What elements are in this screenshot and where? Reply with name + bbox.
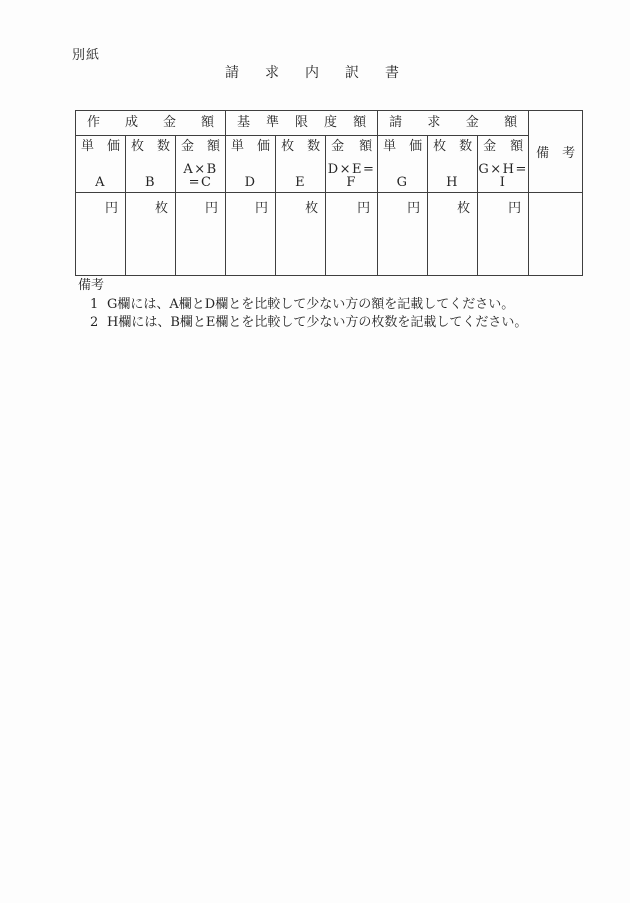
unit-label: 枚 bbox=[305, 201, 319, 216]
footnote-2-number: 2 bbox=[90, 315, 99, 330]
column-header-sheets-h: 枚 数 H bbox=[428, 136, 478, 193]
footnote-1-text: G欄には、A欄とD欄とを比較して少ない方の額を記載してください。 bbox=[107, 296, 515, 312]
unit-label: 円 bbox=[205, 201, 219, 216]
column-header-amount-c: 金 額 A×B =C bbox=[176, 136, 226, 193]
column-header-unit-price-d: 単 価 D bbox=[226, 136, 276, 193]
table-entry-row bbox=[76, 193, 583, 276]
entry-cell-g[interactable] bbox=[378, 193, 428, 276]
entry-cell-c[interactable] bbox=[176, 193, 226, 276]
remarks-column-header: 備 考 bbox=[529, 111, 583, 193]
billing-breakdown-table bbox=[75, 110, 583, 276]
entry-cell-d[interactable] bbox=[226, 193, 276, 276]
table-column-header-row bbox=[76, 136, 583, 193]
group-header-billed-amount: 請 求 金 額 bbox=[378, 111, 529, 136]
entry-cell-a[interactable] bbox=[76, 193, 126, 276]
column-header-amount-i: 金 額 G×H= I bbox=[478, 136, 529, 193]
column-header-sheets-e: 枚 数 E bbox=[276, 136, 326, 193]
entry-cell-i[interactable] bbox=[478, 193, 529, 276]
column-header-unit-price-a: 単 価 A bbox=[76, 136, 126, 193]
unit-label: 円 bbox=[255, 201, 269, 216]
group-header-standard-limit: 基 準 限 度 額 bbox=[226, 111, 378, 136]
footnote-1 bbox=[90, 296, 527, 315]
entry-cell-f[interactable] bbox=[326, 193, 378, 276]
group-header-created-amount: 作 成 金 額 bbox=[76, 111, 226, 136]
unit-label: 円 bbox=[508, 201, 522, 216]
column-header-sheets-b: 枚 数 B bbox=[126, 136, 176, 193]
unit-label: 枚 bbox=[457, 201, 471, 216]
column-header-amount-f: 金 額 D×E= F bbox=[326, 136, 378, 193]
unit-label: 枚 bbox=[155, 201, 169, 216]
unit-label: 円 bbox=[105, 201, 119, 216]
attachment-label: 別紙 bbox=[72, 48, 101, 63]
unit-label: 円 bbox=[407, 201, 421, 216]
unit-label: 円 bbox=[357, 201, 371, 216]
entry-cell-b[interactable] bbox=[126, 193, 176, 276]
footnote-2 bbox=[90, 314, 527, 333]
footnote-1-number: 1 bbox=[90, 296, 99, 312]
footnotes-heading: 備考 bbox=[78, 278, 105, 293]
entry-cell-remarks[interactable] bbox=[529, 193, 583, 276]
column-header-unit-price-g: 単 価 G bbox=[378, 136, 428, 193]
footnote-2-text: H欄には、B欄とE欄とを比較して少ない方の枚数を記載してください。 bbox=[107, 315, 528, 330]
entry-cell-e[interactable] bbox=[276, 193, 326, 276]
footnotes bbox=[78, 277, 527, 333]
entry-cell-h[interactable] bbox=[428, 193, 478, 276]
document-title: 請 求 内 訳 書 bbox=[225, 65, 405, 81]
table-group-header-row bbox=[76, 111, 583, 136]
